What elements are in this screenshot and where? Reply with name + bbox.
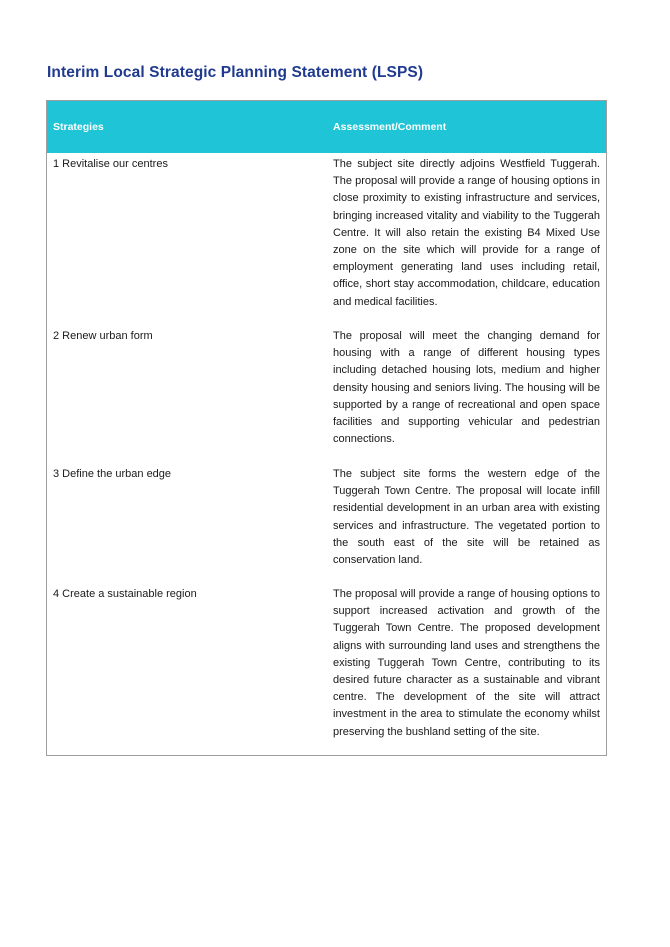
- strategy-cell: 4 Create a sustainable region: [53, 588, 197, 600]
- header-assessment: Assessment/Comment: [333, 121, 447, 133]
- strategy-cell: 3 Define the urban edge: [53, 468, 172, 480]
- lsps-strategies-table: [46, 100, 607, 756]
- assessment-cell: The proposal will meet the changing demand for housing with a range of different housing types including detached housing lots, medium and higher density housing and seniors living. The housing will be supported by a range of recreational and open space facilities and supporting vehicular and pedestrian connections.: [333, 330, 600, 446]
- assessment-cell: The subject site forms the western edge of the Tuggerah Town Centre. The proposal will locate infill residential development in an urban area with existing services and infrastructure. The vegetated portion to the south east of the site will be retained as conservation land.: [333, 468, 600, 567]
- column-divider: [326, 153, 327, 755]
- header-strategies: Strategies: [53, 121, 104, 133]
- table-header-row: [47, 101, 606, 153]
- table-body: [47, 153, 606, 755]
- page-title: Interim Local Strategic Planning Statement (LSPS): [47, 64, 424, 81]
- strategy-cell: 2 Renew urban form: [53, 330, 153, 342]
- assessment-cell: The proposal will provide a range of housing options to support increased activation and growth of the Tuggerah Town Centre. The proposed development aligns with surrounding land uses and strengthens the existing Tuggerah Town Centre, contributing to its desired future character as a sustainable and vibrant centre. The development of the site will attract investment in the area to stimulate the economy whilst preserving the bushland setting of the site.: [333, 588, 600, 738]
- assessment-cell: The subject site directly adjoins Westfield Tuggerah. The proposal will provide a range of housing options in close proximity to existing infrastructure and services, bringing increased vitality and viability to the Tuggerah Centre. It will also retain the existing B4 Mixed Use zone on the site which will provide for a range of employment generating land uses including retail, office, short stay accommodation, childcare, education and medical facilities.: [333, 158, 600, 308]
- strategy-cell: 1 Revitalise our centres: [53, 158, 168, 170]
